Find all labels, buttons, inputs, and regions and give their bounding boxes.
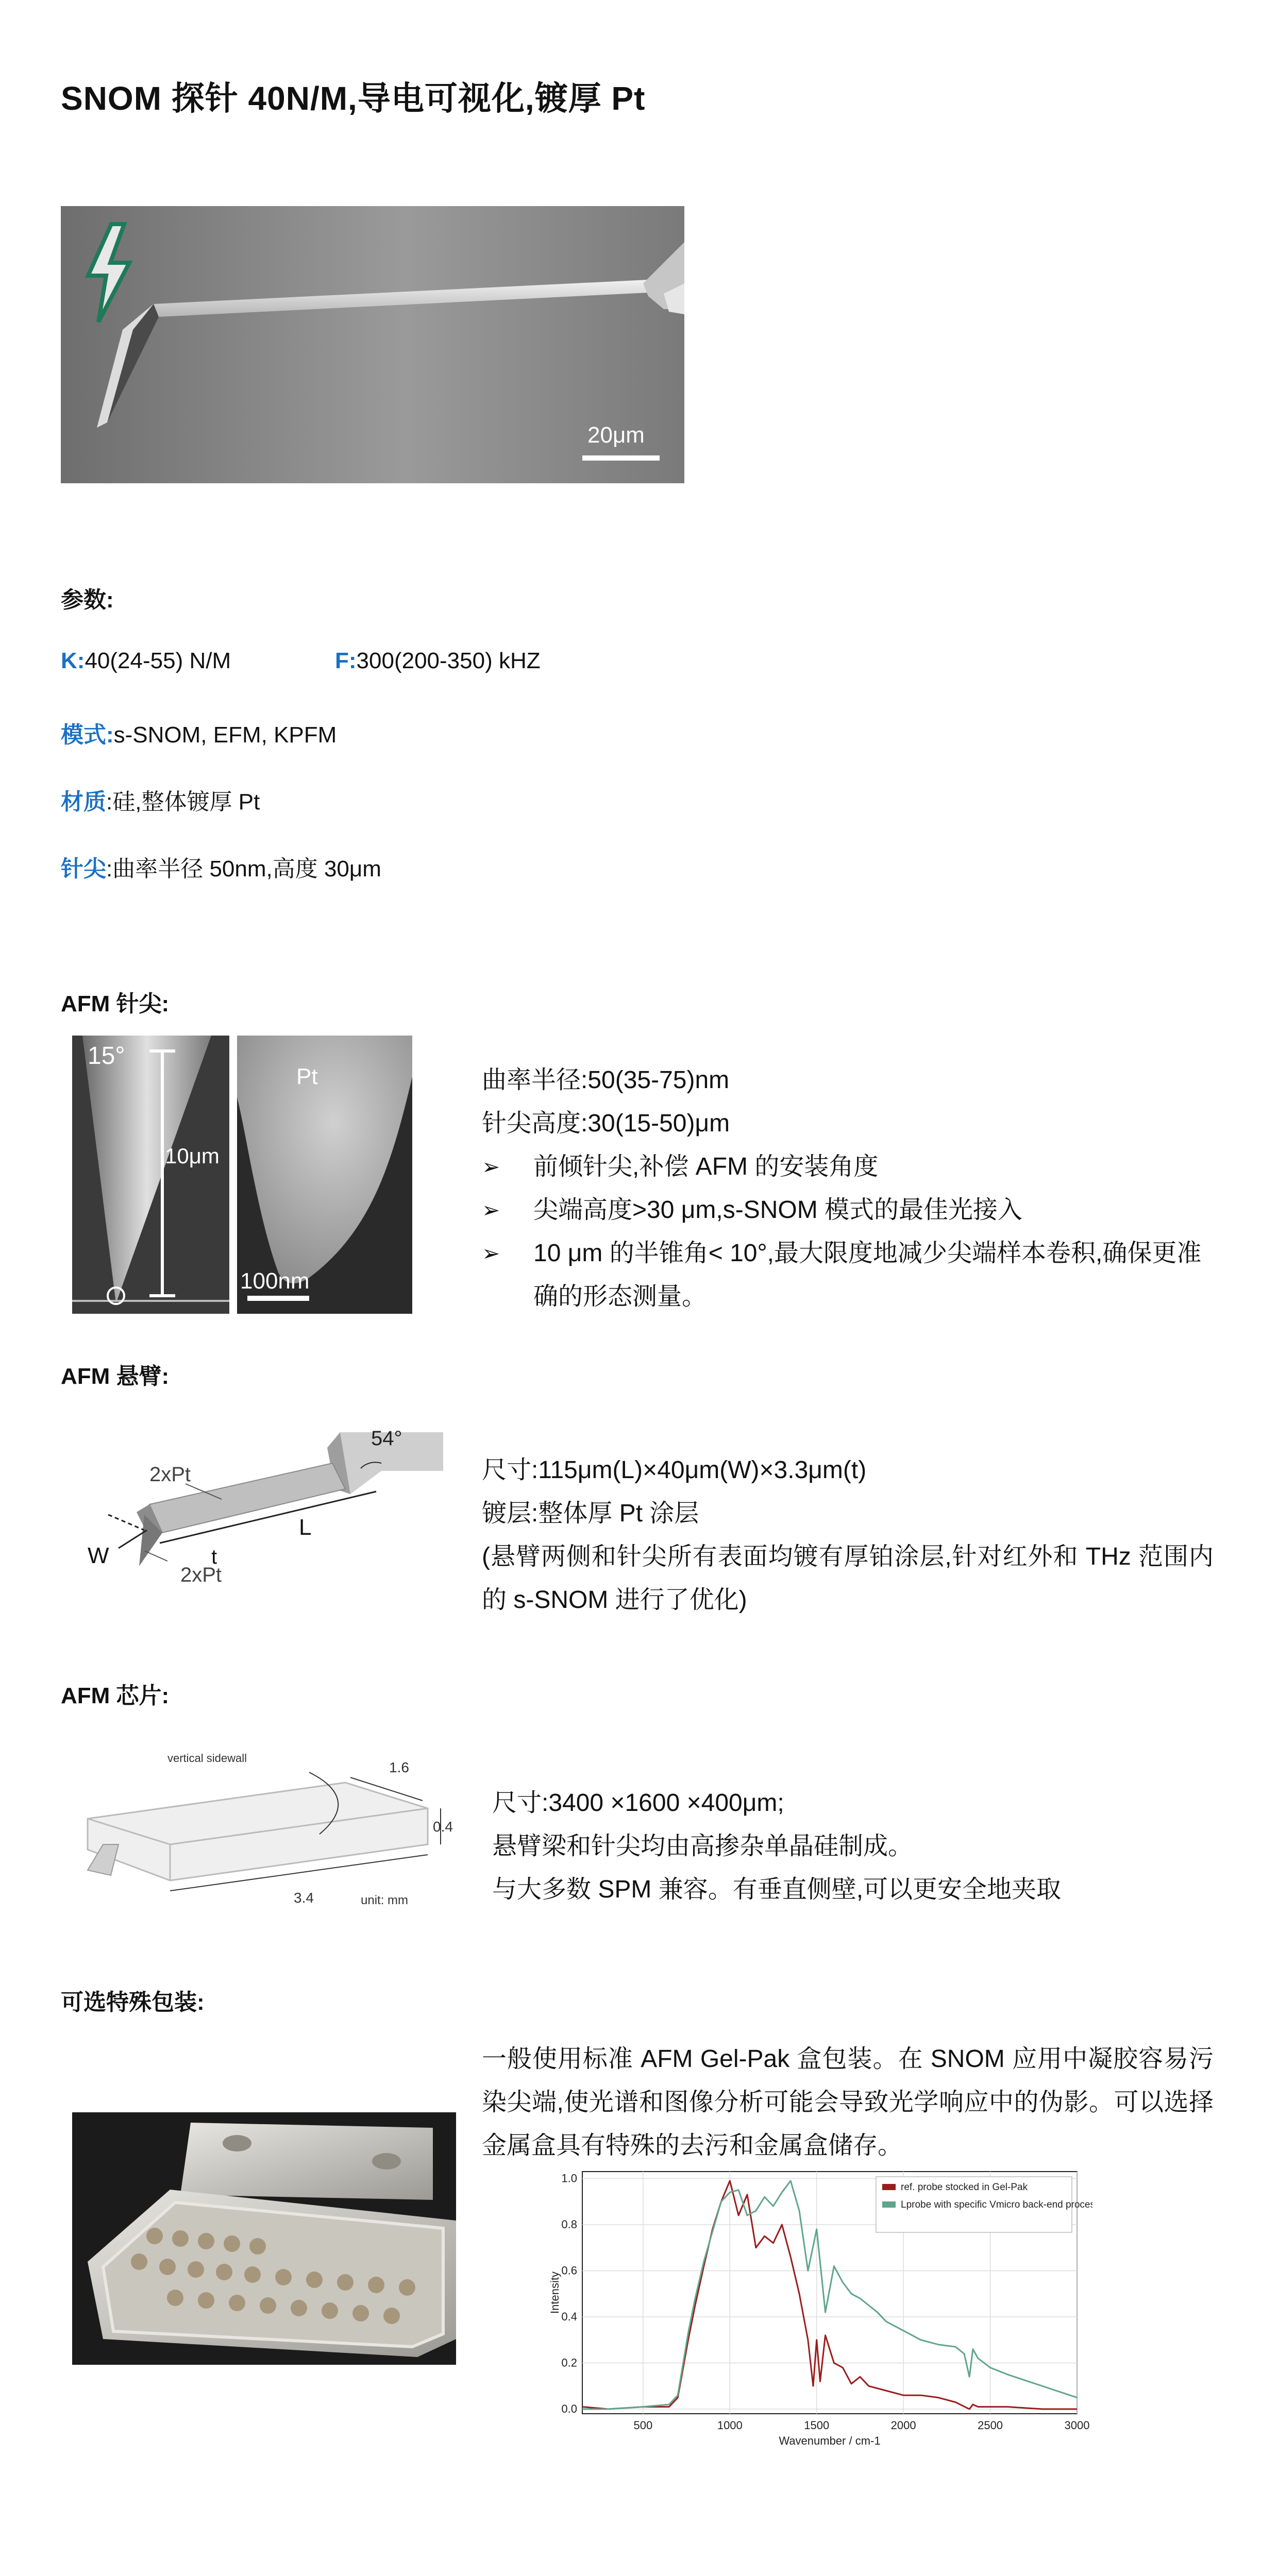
chip-label-3-4: 3.4 bbox=[294, 1890, 314, 1906]
f-row bbox=[335, 648, 541, 674]
lightning-icon bbox=[80, 222, 137, 327]
cantilever-text-block bbox=[482, 1449, 1214, 1622]
chip-label-1-6: 1.6 bbox=[389, 1759, 409, 1775]
tip-text-block bbox=[482, 1059, 1214, 1318]
cantilever-heading: AFM 悬臂: bbox=[61, 1364, 170, 1389]
chip-text-block bbox=[492, 1782, 1224, 1911]
tip-heading: AFM 针尖: bbox=[61, 991, 170, 1016]
mode-value: s-SNOM, EFM, KPFM bbox=[113, 722, 337, 748]
x-tick-label: 1500 bbox=[804, 2419, 830, 2432]
metal-box-photo bbox=[72, 2112, 456, 2365]
k-value: 40(24-55) N/M bbox=[85, 648, 231, 673]
chip-label-sidewall: vertical sidewall bbox=[167, 1752, 247, 1765]
tip-scale-label: 100nm bbox=[240, 1268, 310, 1294]
scale-label: 20μm bbox=[587, 422, 645, 448]
spectrum-chart bbox=[546, 2161, 1092, 2465]
cantilever-label-L: L bbox=[299, 1515, 312, 1540]
chip-label-0-4: 0.4 bbox=[433, 1819, 453, 1835]
cantilever-diagram bbox=[72, 1427, 443, 1597]
x-tick-label: 2500 bbox=[978, 2419, 1003, 2432]
tip-sem-image bbox=[72, 1036, 229, 1314]
y-tick-label: 1.0 bbox=[561, 2172, 577, 2185]
chip-size-line: 尺寸:3400 ×1600 ×400μm; bbox=[492, 1789, 784, 1817]
tip-bullet-1: ➢ 前倾针尖,补偿 AFM 的安装角度 bbox=[482, 1145, 1214, 1189]
chip-diagram bbox=[72, 1752, 464, 1922]
y-tick-label: 0.0 bbox=[561, 2402, 577, 2416]
x-axis-label: Wavenumber / cm-1 bbox=[779, 2434, 881, 2447]
tip-height-label: 10μm bbox=[165, 1144, 220, 1168]
legend-swatch bbox=[882, 2184, 896, 2190]
f-key: F: bbox=[335, 648, 357, 673]
packaging-text: 一般使用标准 AFM Gel-Pak 盒包装。在 SNOM 应用中凝胶容易污染尖端,使光谱和图像分析可能会导致光学响应中的伪影。可以选择金属盒具有特殊的去污和金属盒储存。 bbox=[482, 2045, 1214, 2159]
cantilever-label-2xpt-bottom: 2xPt bbox=[180, 1564, 222, 1586]
k-row bbox=[61, 648, 231, 674]
x-tick-label: 2000 bbox=[890, 2419, 916, 2432]
spectrum-chart-svg bbox=[546, 2161, 1092, 2465]
y-tick-label: 0.6 bbox=[561, 2264, 577, 2277]
x-tick-label: 3000 bbox=[1064, 2419, 1090, 2432]
f-value: 300(200-350) kHZ bbox=[356, 648, 541, 673]
cantilever-note-line: (悬臂两侧和针尖所有表面均镀有厚铂涂层,针对红外和 THz 范围内的 s-SNOM 进行了优化) bbox=[482, 1543, 1214, 1614]
params-heading: 参数: bbox=[61, 587, 114, 613]
legend-swatch bbox=[882, 2201, 896, 2208]
material-row bbox=[61, 783, 260, 816]
y-tick-label: 0.8 bbox=[561, 2217, 577, 2231]
pt-label: Pt bbox=[296, 1064, 318, 1089]
tip-radius-line: 曲率半径:50(35-75)nm bbox=[482, 1066, 730, 1094]
tip-height-line: 针尖高度:30(15-50)μm bbox=[482, 1110, 730, 1137]
tip-angle-label: 15° bbox=[88, 1042, 125, 1070]
tip-value: :曲率半径 50nm,高度 30μm bbox=[106, 856, 381, 882]
x-tick-label: 500 bbox=[633, 2419, 653, 2432]
cantilever-label-W: W bbox=[88, 1543, 109, 1568]
chip-label-unit: unit: mm bbox=[361, 1893, 409, 1907]
mode-row bbox=[61, 716, 337, 749]
chip-heading: AFM 芯片: bbox=[61, 1683, 170, 1708]
material-key: 材质 bbox=[61, 789, 106, 815]
y-tick-label: 0.4 bbox=[561, 2310, 577, 2323]
tip-bullet-2: ➢ 尖端高度>30 μm,s-SNOM 模式的最佳光接入 bbox=[482, 1189, 1214, 1232]
packaging-heading: 可选特殊包装: bbox=[61, 1990, 205, 2015]
chip-compat-line: 与大多数 SPM 兼容。有垂直侧壁,可以更安全地夹取 bbox=[492, 1876, 1062, 1903]
tip-row bbox=[61, 850, 381, 883]
scale-bar bbox=[582, 455, 660, 461]
cantilever-size-line: 尺寸:115μm(L)×40μm(W)×3.3μm(t) bbox=[482, 1456, 867, 1484]
cantilever-label-angle: 54° bbox=[371, 1427, 402, 1450]
legend-label: ref. probe stocked in Gel-Pak bbox=[901, 2182, 1028, 2193]
x-tick-label: 1000 bbox=[717, 2419, 743, 2432]
chip-material-line: 悬臂梁和针尖均由高掺杂单晶硅制成。 bbox=[492, 1833, 913, 1860]
cantilever-label-t: t bbox=[211, 1546, 217, 1568]
cantilever-coating-line: 镀层:整体厚 Pt 涂层 bbox=[482, 1500, 699, 1527]
y-tick-label: 0.2 bbox=[561, 2356, 577, 2369]
cantilever-label-2xpt-top: 2xPt bbox=[149, 1463, 191, 1486]
y-axis-label: Intensity bbox=[548, 2272, 561, 2314]
tip-bullet-3: ➢ 10 μm 的半锥角< 10°,最大限度地减少尖端样本卷积,确保更准确的形态测量。 bbox=[482, 1232, 1214, 1318]
mode-key: 模式: bbox=[61, 722, 114, 748]
tip-key: 针尖 bbox=[61, 856, 106, 882]
material-value: :硅,整体镀厚 Pt bbox=[106, 789, 260, 815]
page-title: SNOM 探针 40N/M,导电可视化,镀厚 Pt bbox=[61, 80, 646, 117]
pt-coating-sem-image bbox=[237, 1036, 412, 1314]
k-key: K: bbox=[61, 648, 85, 673]
legend-label: Lprobe with specific Vmicro back-end process bbox=[901, 2199, 1092, 2210]
cantilever-sem-image bbox=[61, 206, 684, 483]
